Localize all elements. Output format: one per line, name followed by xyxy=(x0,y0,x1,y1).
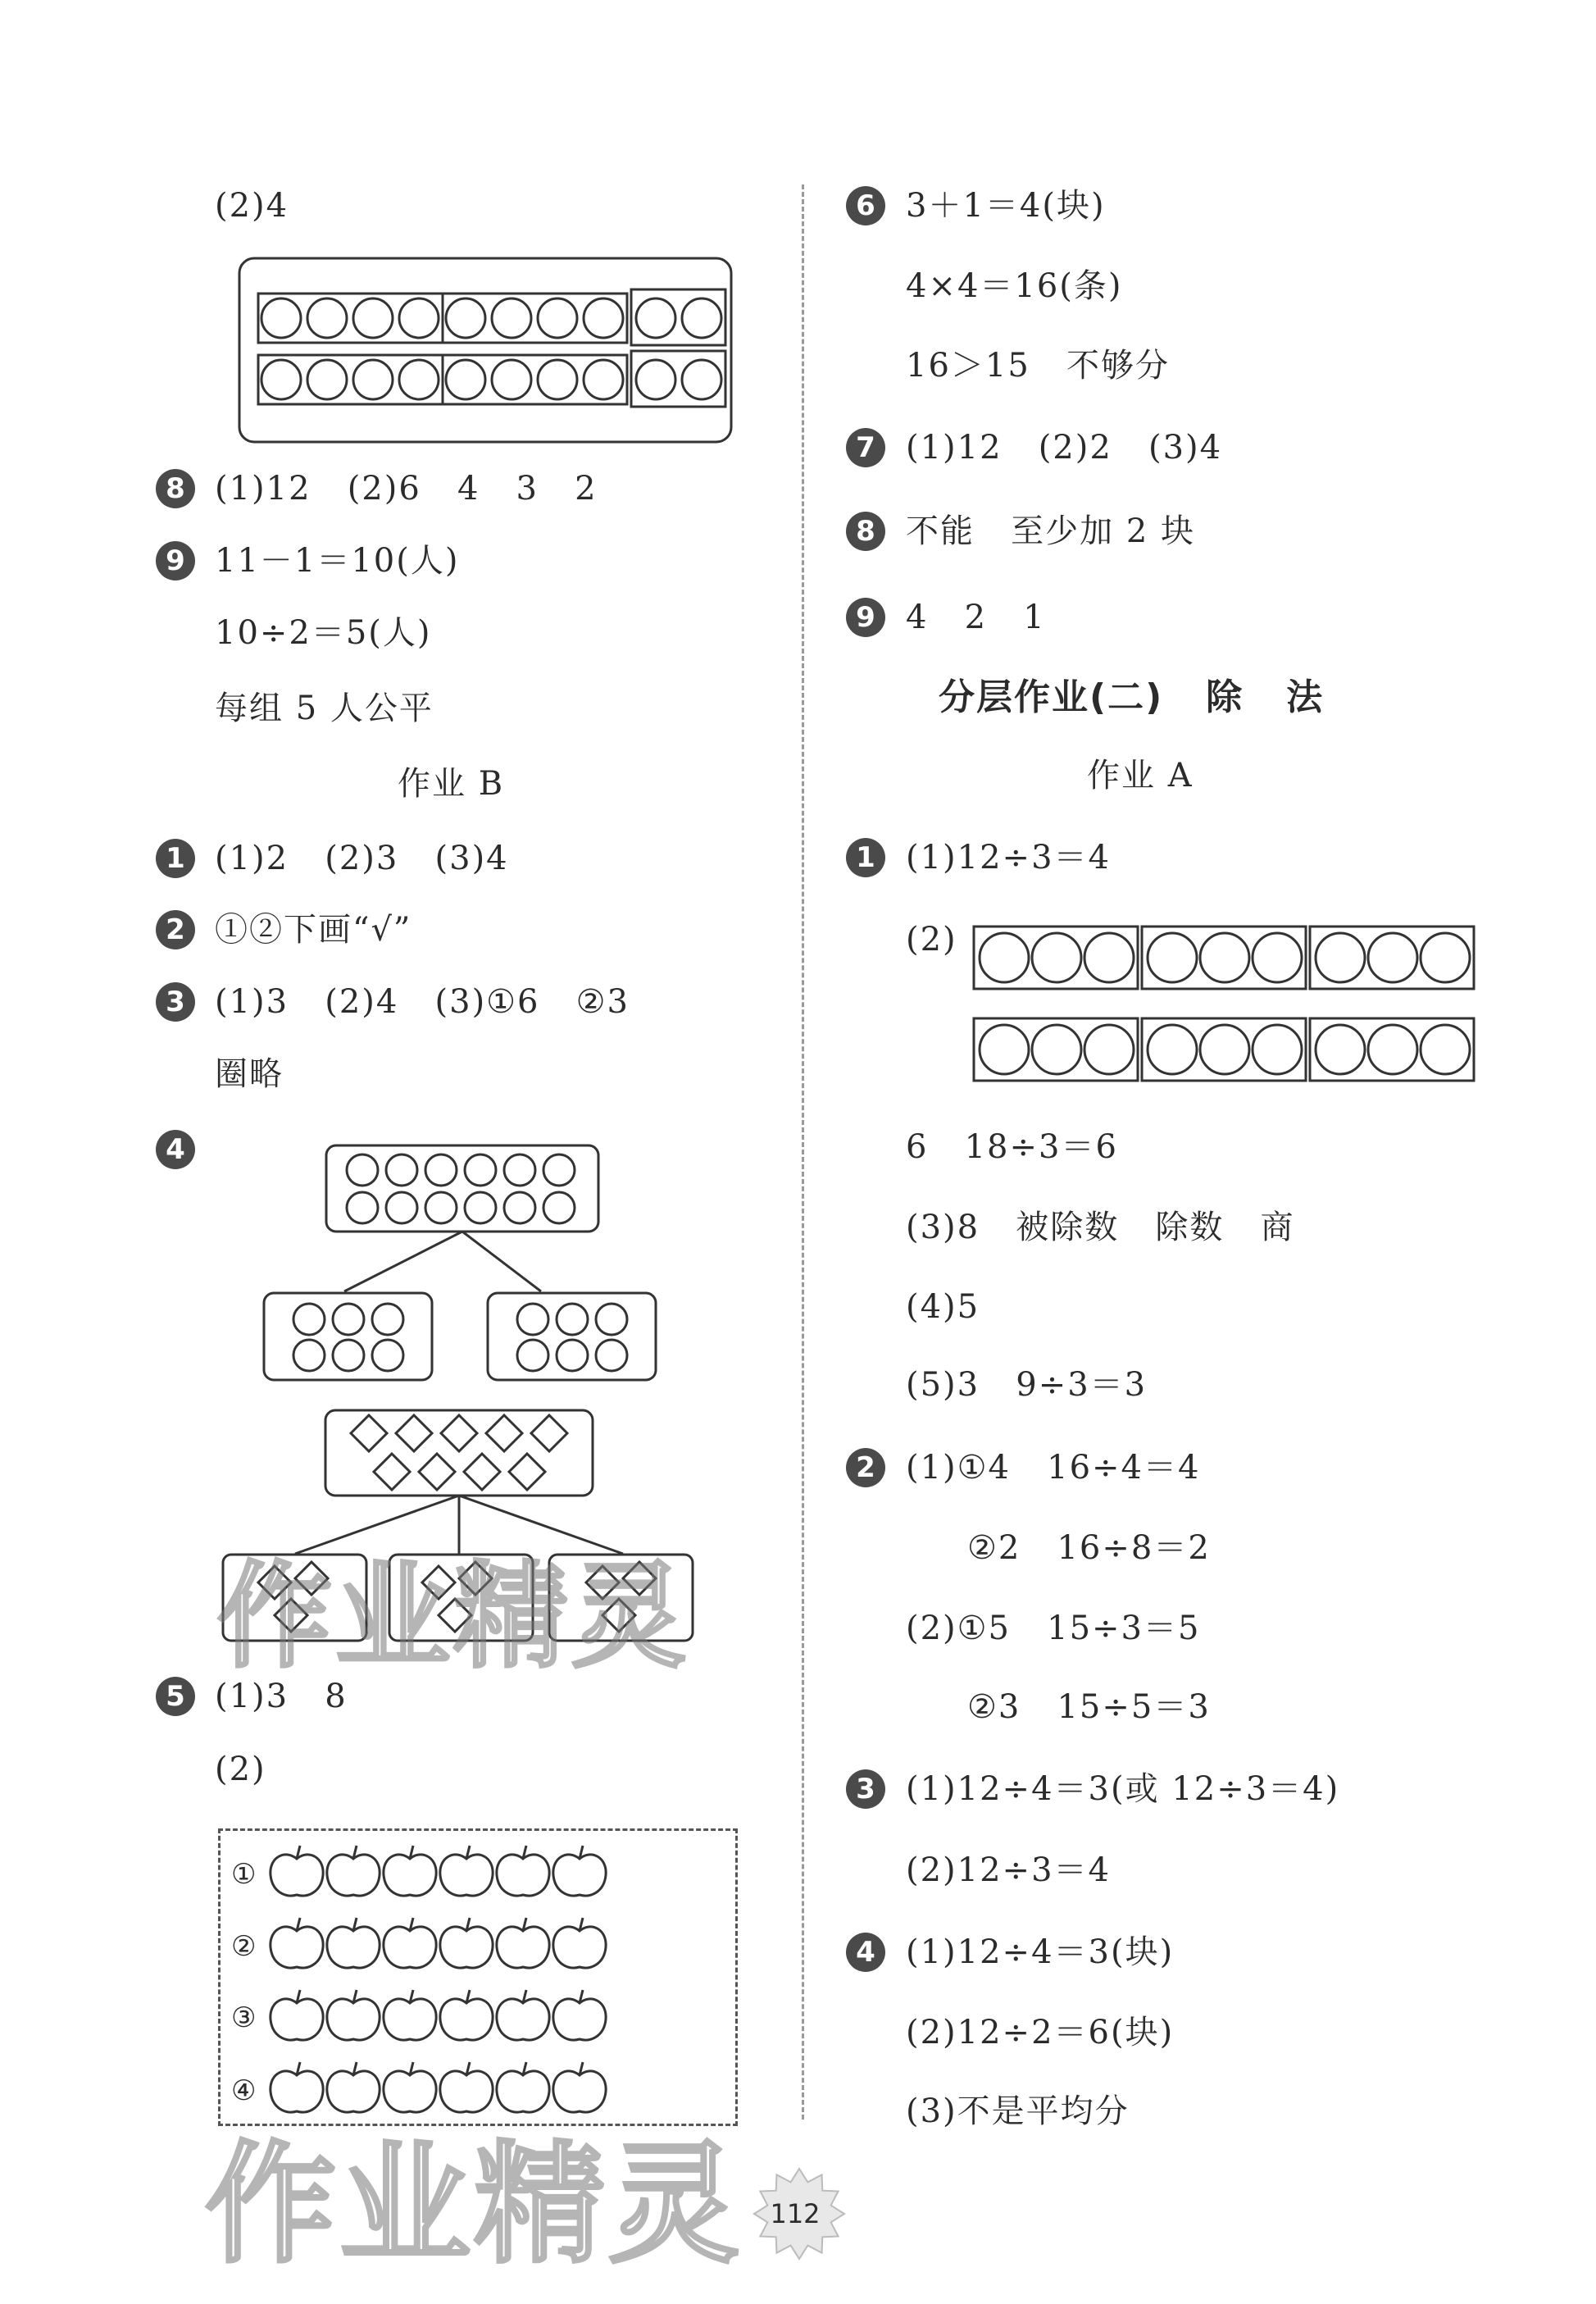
section-title: 分层作业(二) 除 法 xyxy=(939,676,1325,718)
question-badge-r8: 8 xyxy=(846,512,885,551)
diamond-shape xyxy=(396,1415,432,1451)
circle-shape xyxy=(293,1340,325,1371)
diamond-shape xyxy=(486,1415,522,1451)
circle-shape xyxy=(1253,1025,1302,1074)
a1-line-4: (4)5 xyxy=(906,1288,980,1326)
q9-line-3: 每组 5 人公平 xyxy=(215,690,434,727)
question-badge-a1: 1 xyxy=(846,838,885,877)
b3-line-2: 圈略 xyxy=(215,1055,284,1093)
diamond-shape xyxy=(374,1454,410,1490)
circle-shape xyxy=(347,1192,378,1223)
circle-shape xyxy=(682,298,721,338)
apple-icon xyxy=(553,1999,606,2040)
apple-icon xyxy=(497,1855,549,1896)
circle-shape xyxy=(492,298,531,338)
question-badge-r7: 7 xyxy=(846,428,885,467)
diamond-shape xyxy=(531,1415,567,1451)
circle-shape xyxy=(1368,933,1417,982)
circle-shape xyxy=(980,1025,1029,1074)
division-circle-figure xyxy=(970,922,1476,1086)
apple-icon xyxy=(384,1999,436,2040)
a1-label-2: (2) xyxy=(906,921,957,958)
circle-shape xyxy=(425,1192,457,1223)
circle-shape xyxy=(372,1304,403,1335)
question-badge-9: 9 xyxy=(156,541,195,581)
heading-homework-b: 作业 B xyxy=(398,765,505,803)
question-badge-b4: 4 xyxy=(156,1130,195,1169)
a2-line-2: ②2 16÷8＝2 xyxy=(967,1529,1211,1567)
a2-line-3: (2)①5 15÷3＝5 xyxy=(906,1610,1201,1647)
circle-shape xyxy=(261,298,301,338)
circle-shape xyxy=(596,1340,627,1371)
diamond-shape xyxy=(441,1415,477,1451)
circle-shape xyxy=(386,1192,417,1223)
circle-shape xyxy=(1368,1025,1417,1074)
a4-line-3: (3)不是平均分 xyxy=(906,2092,1130,2130)
apple-row-label: ③ xyxy=(231,2001,258,2034)
circle-shape xyxy=(446,360,485,399)
apple-icon xyxy=(271,1927,323,1968)
circle-shape xyxy=(517,1340,548,1371)
a3-line-1: (1)12÷4＝3(或 12÷3＝4) xyxy=(906,1770,1340,1808)
circle-shape xyxy=(1084,1025,1134,1074)
circle-grid-figure xyxy=(238,257,734,445)
watermark: 作业精灵 xyxy=(217,1550,690,1684)
answer-2-4: (2)4 xyxy=(215,187,289,225)
b2-answer: ①②下画“√” xyxy=(215,911,412,949)
circle-shape xyxy=(584,360,623,399)
circle-shape xyxy=(399,360,439,399)
question-badge-b2: 2 xyxy=(156,910,195,949)
question-badge-r6: 6 xyxy=(846,186,885,225)
r6-line-1: 3＋1＝4(块) xyxy=(906,187,1106,225)
a4-line-2: (2)12÷2＝6(块) xyxy=(906,2014,1175,2051)
a2-line-1: (1)①4 16÷4＝4 xyxy=(906,1449,1201,1487)
circle-shape xyxy=(1200,1025,1249,1074)
circle-shape xyxy=(538,298,577,338)
question-badge-b5: 5 xyxy=(156,1677,195,1716)
circle-shape xyxy=(596,1304,627,1335)
circle-shape xyxy=(307,360,347,399)
circle-shape xyxy=(293,1304,325,1335)
circle-shape xyxy=(333,1304,364,1335)
circle-shape xyxy=(682,360,721,399)
b5-line-2: (2) xyxy=(215,1751,266,1788)
a2-line-4: ②3 15÷5＝3 xyxy=(967,1688,1211,1726)
b3-answer: (1)3 (2)4 (3)①6 ②3 xyxy=(215,983,630,1021)
circle-shape xyxy=(1316,1025,1365,1074)
q8-answer: (1)12 (2)6 4 3 2 xyxy=(215,470,598,508)
circle-shape xyxy=(353,360,393,399)
circle-shape xyxy=(333,1340,364,1371)
watermark: 作业精灵 xyxy=(205,2128,743,2281)
a1-line-5: (5)3 9÷3＝3 xyxy=(906,1366,1148,1404)
question-badge-a3: 3 xyxy=(846,1769,885,1809)
circle-shape xyxy=(1253,933,1302,982)
a1-line-1: (1)12÷3＝4 xyxy=(906,839,1111,877)
apple-icon xyxy=(271,1855,323,1896)
circle-shape xyxy=(557,1304,588,1335)
circle-shape xyxy=(261,360,301,399)
circle-shape xyxy=(1032,933,1081,982)
column-divider xyxy=(802,184,804,2120)
circle-shape xyxy=(1421,933,1470,982)
circle-shape xyxy=(1148,1025,1197,1074)
circle-shape xyxy=(492,360,531,399)
circle-shape xyxy=(504,1192,535,1223)
heading-homework-a: 作业 A xyxy=(1087,757,1194,795)
r7-answer: (1)12 (2)2 (3)4 xyxy=(906,429,1223,467)
apple-icon xyxy=(327,1855,380,1896)
circle-shape xyxy=(1421,1025,1470,1074)
circle-shape xyxy=(636,360,675,399)
circle-shape xyxy=(425,1154,457,1186)
apple-icon xyxy=(384,1927,436,1968)
apple-icon xyxy=(497,1999,549,2040)
diamond-shape xyxy=(509,1454,545,1490)
diamond-shape xyxy=(464,1454,500,1490)
circle-shape xyxy=(543,1154,575,1186)
circle-shape xyxy=(504,1154,535,1186)
question-badge-b3: 3 xyxy=(156,982,195,1022)
apple-icon xyxy=(440,1927,493,1968)
circle-shape xyxy=(1148,933,1197,982)
diamond-shape xyxy=(419,1454,455,1490)
question-badge-8: 8 xyxy=(156,469,195,508)
r9-answer: 4 2 1 xyxy=(906,599,1046,636)
apple-icon xyxy=(271,1999,323,2040)
circle-shape xyxy=(1200,933,1249,982)
circle-shape xyxy=(543,1192,575,1223)
circle-shape xyxy=(399,298,439,338)
apple-icon xyxy=(440,1855,493,1896)
apple-icon xyxy=(384,1855,436,1896)
circle-shape xyxy=(557,1340,588,1371)
circle-shape xyxy=(353,298,393,338)
apple-row-label: ④ xyxy=(231,2074,258,2107)
page-number: 112 xyxy=(770,2198,821,2229)
apple-icon xyxy=(497,1927,549,1968)
circle-shape xyxy=(465,1192,496,1223)
circle-shape xyxy=(636,298,675,338)
apple-icon xyxy=(553,1927,606,1968)
apple-icon xyxy=(327,1999,380,2040)
question-badge-a4: 4 xyxy=(846,1933,885,1972)
question-badge-r9: 9 xyxy=(846,598,885,637)
r8-answer: 不能 至少加 2 块 xyxy=(906,512,1196,550)
circle-shape xyxy=(307,298,347,338)
r6-line-2: 4×4＝16(条) xyxy=(906,267,1123,305)
circle-shape xyxy=(465,1154,496,1186)
circle-shape xyxy=(517,1304,548,1335)
r6-line-3: 16＞15 不够分 xyxy=(906,347,1170,385)
question-badge-a2: 2 xyxy=(846,1448,885,1487)
apple-row-label: ② xyxy=(231,1930,258,1963)
question-badge-b1: 1 xyxy=(156,839,195,878)
circle-shape xyxy=(386,1154,417,1186)
a1-line-6: 6 18÷3＝6 xyxy=(906,1128,1118,1166)
a1-line-3: (3)8 被除数 除数 商 xyxy=(906,1209,1295,1246)
q9-line-1: 11－1＝10(人) xyxy=(215,542,460,580)
a3-line-2: (2)12÷3＝4 xyxy=(906,1851,1111,1889)
circle-shape xyxy=(1032,1025,1081,1074)
apple-row-label: ① xyxy=(231,1858,258,1891)
apple-icon xyxy=(553,1855,606,1896)
circle-shape xyxy=(538,360,577,399)
circle-shape xyxy=(446,298,485,338)
circle-shape xyxy=(584,298,623,338)
circle-shape xyxy=(347,1154,378,1186)
apple-icon xyxy=(327,1927,380,1968)
a4-line-1: (1)12÷4＝3(块) xyxy=(906,1933,1175,1971)
circle-shape xyxy=(1316,933,1365,982)
apple-icon xyxy=(440,1999,493,2040)
b1-answer: (1)2 (2)3 (3)4 xyxy=(215,840,509,877)
b5-answer: (1)3 8 xyxy=(215,1678,348,1715)
circle-shape xyxy=(980,933,1029,982)
circle-shape xyxy=(372,1340,403,1371)
diamond-shape xyxy=(351,1415,387,1451)
apple-grid xyxy=(262,1837,623,2120)
q9-line-2: 10÷2＝5(人) xyxy=(215,614,432,652)
circle-shape xyxy=(1084,933,1134,982)
